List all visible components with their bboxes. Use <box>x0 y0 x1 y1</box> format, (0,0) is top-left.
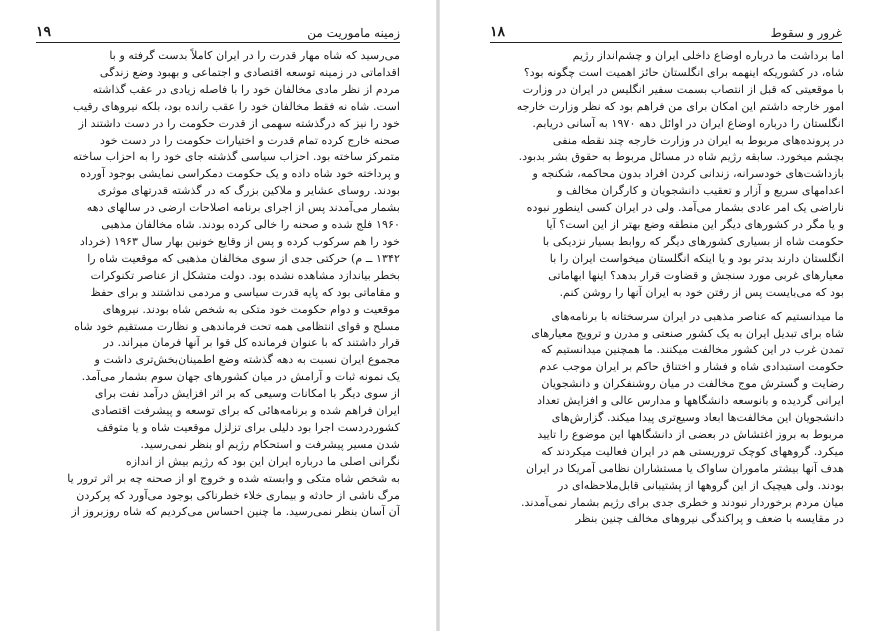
text-line: بودند. روسای عشایر و ملاکین بزرگ که در گذشته قدرتهای موثری <box>97 184 400 198</box>
left-page-number: ۱۹ <box>36 24 52 40</box>
text-line: کشوردردست اجرا بود دلیلی برای تزلزل موقعیت شاه و یا متوقف <box>96 420 400 434</box>
text-line: مسلح و قوای انتظامی همه تحت فرماندهی و نظارت مستقیم خود شاه <box>74 319 400 333</box>
left-page-header <box>36 22 400 40</box>
text-line: در پرونده‌های مربوط به ایران در وزارت خارجه چند نقطه منفی <box>552 133 844 147</box>
text-line: معیارهای غربی مورد سنجش و قضاوت قرار بدهد؟ اینها ابهاماتی <box>548 268 844 282</box>
text-line: خود را نیز که درگذشته سهمی از قدرت حکومت را در دست داشتند از <box>78 116 400 130</box>
text-line: آن آسان بنظر نمی‌رسید. ما چنین احساس می‌کردیم که شاه روزبروز از <box>71 505 400 519</box>
paragraph-gap <box>490 302 844 309</box>
right-page-number: ۱۸ <box>490 24 506 40</box>
text-line: بازداشت‌های خودسرانه، زندانی کردن افراد بدون محاکمه، شکنجه و <box>532 167 844 181</box>
right-header-rule <box>490 42 842 43</box>
text-line: و مقاماتی بود که پایه قدرت سیاسی و مردمی نداشتند و برای حفظ <box>90 285 400 299</box>
text-line: اقداماتی در زمینه توسعه اقتصادی و اجتماعی و بهبود وضع زندگی <box>99 65 400 79</box>
text-line: دانشجویان این مخالفت‌ها ابعاد وسیع‌تری پیدا میکند. گزارش‌های <box>551 411 844 425</box>
text-line: بچشم میخورد. سابقه رژیم شاه در مسائل مربوط به حقوق بشر بدبود. <box>518 150 844 164</box>
text-line: از سوی دیگر با امکانات وسیعی که بر اثر افزایش درآمد نفت برای <box>94 387 400 401</box>
text-line: مرگ ناشی از حادثه و بیماری خلاء خطرناکی بوجود می‌آورد که پرکردن <box>76 488 400 502</box>
text-line: میان مردم برخوردار نبودند و خطری جدی برای رژیم بشمار نمی‌آمدند. <box>520 495 844 509</box>
text-line: مربوط به بروز اغتشاش در بعضی از دانشگاهها این موضوع را تایید <box>537 427 844 441</box>
right-page <box>440 0 882 631</box>
text-line: بودند. ولی هیچیک از این گروهها از پشتیبانی قابل‌ملاحظه‌ای در <box>558 478 844 492</box>
text-line: به شخص شاه متکی و وابسته شده و خروج او از صحنه چه بر اثر ترور یا <box>67 471 400 485</box>
text-line: شدن مسیر پیشرفت و استحکام رژیم او بنظر نمی‌رسید. <box>140 437 400 451</box>
text-line: تمدن غرب در این کشور مخالفت میکنند. ما همچنین میدانستیم که <box>540 343 844 357</box>
text-line: ما میدانستیم که عناصر مذهبی در ایران سرسختانه با برنامه‌های <box>551 309 844 323</box>
text-line: است. شاه نه فقط مخالفان خود را عقب رانده بود، بلکه نیروهای رقیب <box>73 99 400 113</box>
text-line: و یا مگر در کشورهای دیگر این منطقه وضع بهتر از این است؟ آیا <box>546 218 844 232</box>
text-line: مردم از نظر مادی مخالفان خود را با فاصله زیادی در عقب گذاشته <box>92 82 400 96</box>
text-line: یک نمونه ثبات و آرامش در میان کشورهای جهان سوم بشمار می‌آمد. <box>81 370 400 384</box>
text-line: و پرداخته خود شاه داده و یک حکومت دمکراسی نمایشی بوجود آورده <box>80 167 400 181</box>
text-line: حکومت استبدادی شاه و فشار و اختناق حاکم بر ایران موجب عدم <box>539 360 844 374</box>
text-line: ۱۹۶۰ فلج شده و صحنه را خالی کرده بودند. شاه مخالفان مذهبی <box>101 218 400 232</box>
right-page-header <box>490 22 842 40</box>
text-line: مجموع ایران نسبت به دهه گذشته وضع اطمینان‌بخش‌تری داشت و <box>94 353 400 367</box>
text-line: انگلستان دارند بدتر بود و یا اینکه انگلستان میخواست ایران را با <box>549 251 844 265</box>
text-line: متمرکز ساخته بود. احزاب سیاسی گذشته جای خود را به احزاب ساخته <box>72 150 400 164</box>
text-line: خود را هم سرکوب کرده و پس از وقایع خونین بهار سال ۱۹۶۳ (خرداد <box>79 234 400 248</box>
text-line: حکومت شاه از بسیاری کشورهای دیگر که روابط بسیار نزدیکی با <box>542 234 844 248</box>
text-line: رضایت و گسترش موج مخالفت در میان روشنفکران و دانشجویان <box>541 377 844 391</box>
text-line: هدف آنها بیشتر ماموران ساواک یا مستشاران نظامی آمریکا در ایران <box>525 461 844 475</box>
text-line: صحنه خارج کرده تمام قدرت و اختیارات حکومت را در دست خود <box>100 133 400 147</box>
right-page-title: غرور و سقوط <box>770 26 842 40</box>
right-page-body <box>490 48 844 528</box>
text-line: در مقایسه با ضعف و پراکندگی نیروهای مخالف چنین بنظر <box>575 512 844 526</box>
left-page <box>0 0 436 631</box>
left-header-rule <box>36 42 400 43</box>
text-line: می‌رسید که شاه مهار قدرت را در ایران کاملاً بدست گرفته و با <box>109 49 400 62</box>
text-line: اما برداشت ما درباره اوضاع داخلی ایران و چشم‌انداز رژیم <box>572 49 844 62</box>
text-line: بشمار می‌آمدند پس از اجرای برنامه اصلاحات ارضی در سالهای دهه <box>86 201 400 215</box>
text-line: قرار داشتند که با عنوان فرمانده کل قوا بر آنها فرمان میراند. در <box>103 336 400 350</box>
text-line: امور خارجه داشتم این امکان برای من فراهم بود که نظر وزارت خارجه <box>516 99 844 113</box>
text-line: ۱۳۴۲ ــ م) حرکتی جدی از سوی مخالفان مذهبی که موقعیت شاه را <box>87 251 400 265</box>
text-line: نگرانی اصلی ما درباره ایران این بود که رژیم بیش از اندازه <box>125 454 400 468</box>
left-page-body <box>34 48 400 521</box>
text-line: اعدامهای سریع و آزار و تعقیب دانشجویان و کارگران مخالف و <box>557 184 844 198</box>
text-line: بخطر بیاندازد مشاهده نشده بود. دولت متشکل از عناصر تکنوکرات <box>90 268 400 282</box>
text-line: شاه برای تبدیل ایران به یک کشور صنعتی و مدرن و ترویج معیارهای <box>531 326 844 340</box>
text-line: انگلستان را درباره اوضاع ایران در اوائل دهه ۱۹۷۰ به آسانی دریابم. <box>532 116 844 130</box>
text-line: شاه، در کشوریکه اینهمه برای انگلستان حائز اهمیت است چگونه بود؟ <box>523 65 844 79</box>
text-line: میکرد. گروههای کوچک تروریستی هم در ایران فعالیت میکردند که <box>541 444 844 458</box>
text-line: ایران فراهم شده و برنامه‌هائی که برای توسعه و پیشرفت اقتصادی <box>91 404 400 418</box>
text-line: بود که می‌بایست پس از رفتن خود به ایران آنها را روشن کنم. <box>559 285 844 299</box>
text-line: ایرانی گردیده و بانوسعه دانشگاهها و مدارس عالی و افزایش تعداد <box>537 394 844 408</box>
left-page-title: زمینه ماموریت من <box>307 26 400 40</box>
text-line: ناراضی یک امر عادی بشمار می‌آمد. ولی در ایران کسی اینطور نبوده <box>526 201 844 215</box>
text-line: با موقعیتی که قبل از انتصاب بسمت سفیر انگلیس در ایران در وزارت <box>522 82 844 96</box>
text-line: موقعیت و دوام حکومت خود متکی به شخص شاه بودند. نیروهای <box>102 302 400 316</box>
